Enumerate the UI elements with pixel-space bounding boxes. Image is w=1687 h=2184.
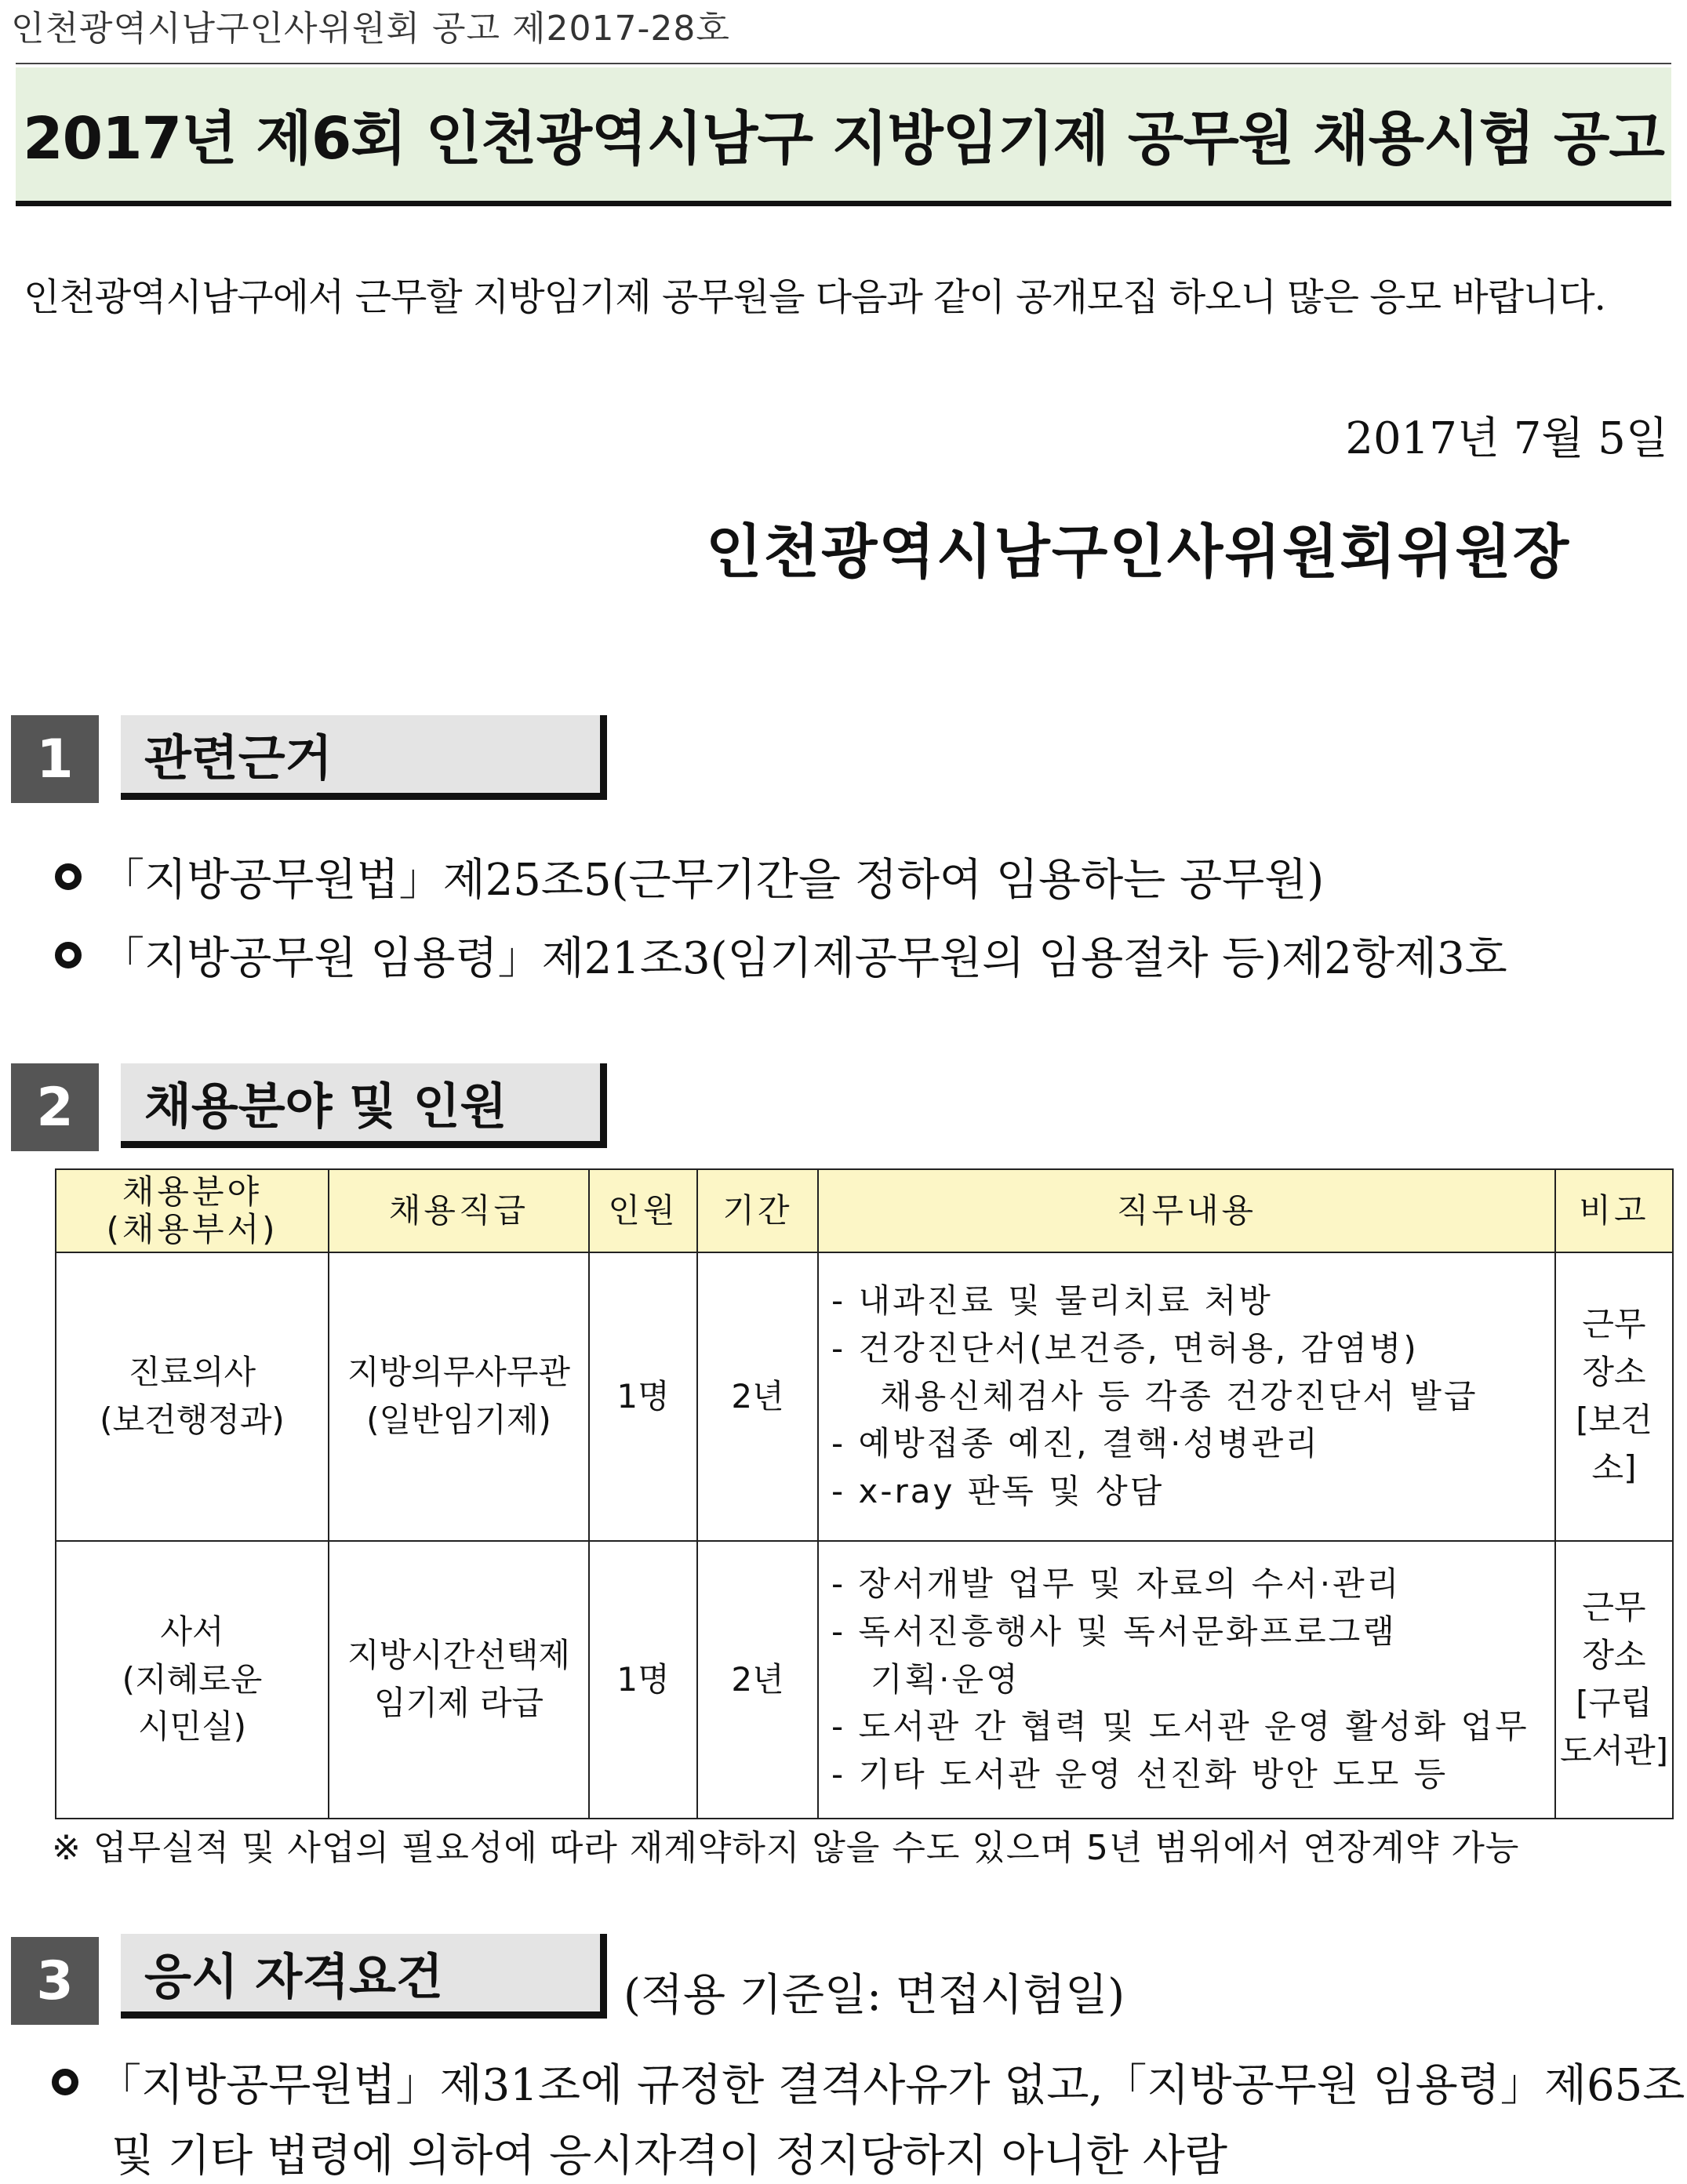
table-header-row [56, 1169, 1673, 1252]
column-header-remarks: 비고 [1555, 1169, 1673, 1252]
duty-item: - 장서개발 업무 및 자료의 수서·관리 [831, 1561, 1547, 1608]
circle-bullet-icon [55, 863, 82, 890]
bullet-text: 「지방공무원 임용령」제21조3(임기제공무원의 임용절차 등)제2항제3호 [100, 933, 1507, 984]
page-title: 2017년 제6회 인천광역시남구 지방임기제 공무원 채용시험 공고 [23, 105, 1664, 173]
cell-text: 근무 [1582, 1305, 1646, 1344]
duty-item: - x-ray 판독 및 상담 [831, 1468, 1547, 1516]
cell-remarks [1555, 1252, 1673, 1541]
cell-duties [818, 1541, 1555, 1819]
title-banner [16, 67, 1671, 206]
cell-text: 임기제 라급 [373, 1684, 544, 1722]
cell-text: 지방시간선택제 [347, 1636, 570, 1675]
cell-text: 지방의무사무관 [347, 1353, 570, 1392]
column-header-field [56, 1169, 329, 1252]
cell-text: 사서 [160, 1612, 224, 1651]
section-2-title: 채용분야 및 인원 [121, 1063, 607, 1148]
notice-number: 인천광역시남구인사위원회 공고 제2017-28호 [11, 9, 730, 49]
duty-item: 채용신체검사 등 각종 건강진단서 발급 [880, 1376, 1478, 1415]
header-text: 채용분야 [122, 1172, 263, 1211]
signer-title: 인천광역시남구인사위원회위원장 [706, 518, 1571, 586]
cell-text: (지혜로운 [122, 1659, 263, 1699]
cell-remarks [1555, 1541, 1673, 1819]
bullet-text: 「지방공무원법」제31조에 규정한 결격사유가 없고,「지방공무원 임용령」제65조 [97, 2060, 1685, 2111]
section-1-bullet [55, 845, 1324, 908]
section-3-bullet [52, 2051, 1685, 2113]
cell-text: 도서관] [1559, 1731, 1669, 1770]
section-3-bullet-continuation: 및 기타 법령에 의하여 응시자격이 정지당하지 아니한 사람 [111, 2131, 1227, 2182]
cell-text: 진료의사 [128, 1353, 256, 1392]
column-header-grade: 채용직급 [329, 1169, 589, 1252]
cell-grade [329, 1252, 589, 1541]
cell-text: (일반임기제) [366, 1401, 551, 1439]
duty-item: 기획·운영 [871, 1659, 1020, 1699]
duty-item: - 도서관 간 협력 및 도서관 운영 활성화 업무 [831, 1703, 1547, 1751]
duty-item: - 내과진료 및 물리치료 처방 [831, 1277, 1547, 1325]
cell-grade [329, 1541, 589, 1819]
duty-item: - 건강진단서(보건증, 면허용, 감염병) [831, 1325, 1547, 1373]
table-row [56, 1541, 1673, 1819]
cell-text: 장소 [1582, 1353, 1646, 1392]
section-1-number: 1 [11, 715, 99, 803]
cell-period: 2년 [697, 1541, 818, 1819]
duty-item: - 독서진흥행사 및 독서문화프로그램 [831, 1608, 1547, 1656]
section-3-number: 3 [11, 1937, 99, 2025]
section-1-bullet [55, 924, 1507, 987]
cell-field [56, 1541, 329, 1819]
cell-count: 1명 [589, 1252, 697, 1541]
recruitment-table [55, 1168, 1674, 1819]
cell-text: (보건행정과) [100, 1401, 285, 1439]
circle-bullet-icon [52, 2069, 78, 2095]
column-header-duties: 직무내용 [818, 1169, 1555, 1252]
section-1-title: 관련근거 [121, 715, 607, 800]
table-footnote: ※ 업무실적 및 사업의 필요성에 따라 재계약하지 않을 수도 있으며 5년 범위에서 연장계약 가능 [52, 1828, 1520, 1868]
duty-item: - 기타 도서관 운영 선진화 방안 도모 등 [831, 1751, 1547, 1799]
table-row [56, 1252, 1673, 1541]
section-3-note: (적용 기준일: 면접시험일) [624, 1970, 1125, 2021]
cell-text: [구립 [1576, 1684, 1652, 1722]
cell-text: 시민실) [137, 1707, 247, 1746]
section-2-number: 2 [11, 1063, 99, 1151]
cell-text: [보건소] [1576, 1401, 1652, 1487]
section-3-title: 응시 자격요건 [121, 1934, 607, 2019]
header-divider [16, 63, 1671, 64]
cell-count: 1명 [589, 1541, 697, 1819]
column-header-count: 인원 [589, 1169, 697, 1252]
cell-text: 장소 [1582, 1636, 1646, 1675]
intro-text: 인천광역시남구에서 근무할 지방임기제 공무원을 다음과 같이 공개모집 하오니 많은 응모 바랍니다. [24, 275, 1605, 319]
column-header-period: 기간 [697, 1169, 818, 1252]
bullet-text: 「지방공무원법」제25조5(근무기간을 정하여 임용하는 공무원) [100, 855, 1325, 906]
header-text: (채용부서) [106, 1210, 278, 1248]
duty-item: - 예방접종 예진, 결핵·성병관리 [831, 1420, 1547, 1468]
cell-field [56, 1252, 329, 1541]
cell-duties [818, 1252, 1555, 1541]
announcement-date: 2017년 7월 5일 [1345, 413, 1668, 464]
circle-bullet-icon [55, 942, 82, 968]
cell-period: 2년 [697, 1252, 818, 1541]
cell-text: 근무 [1582, 1588, 1646, 1627]
